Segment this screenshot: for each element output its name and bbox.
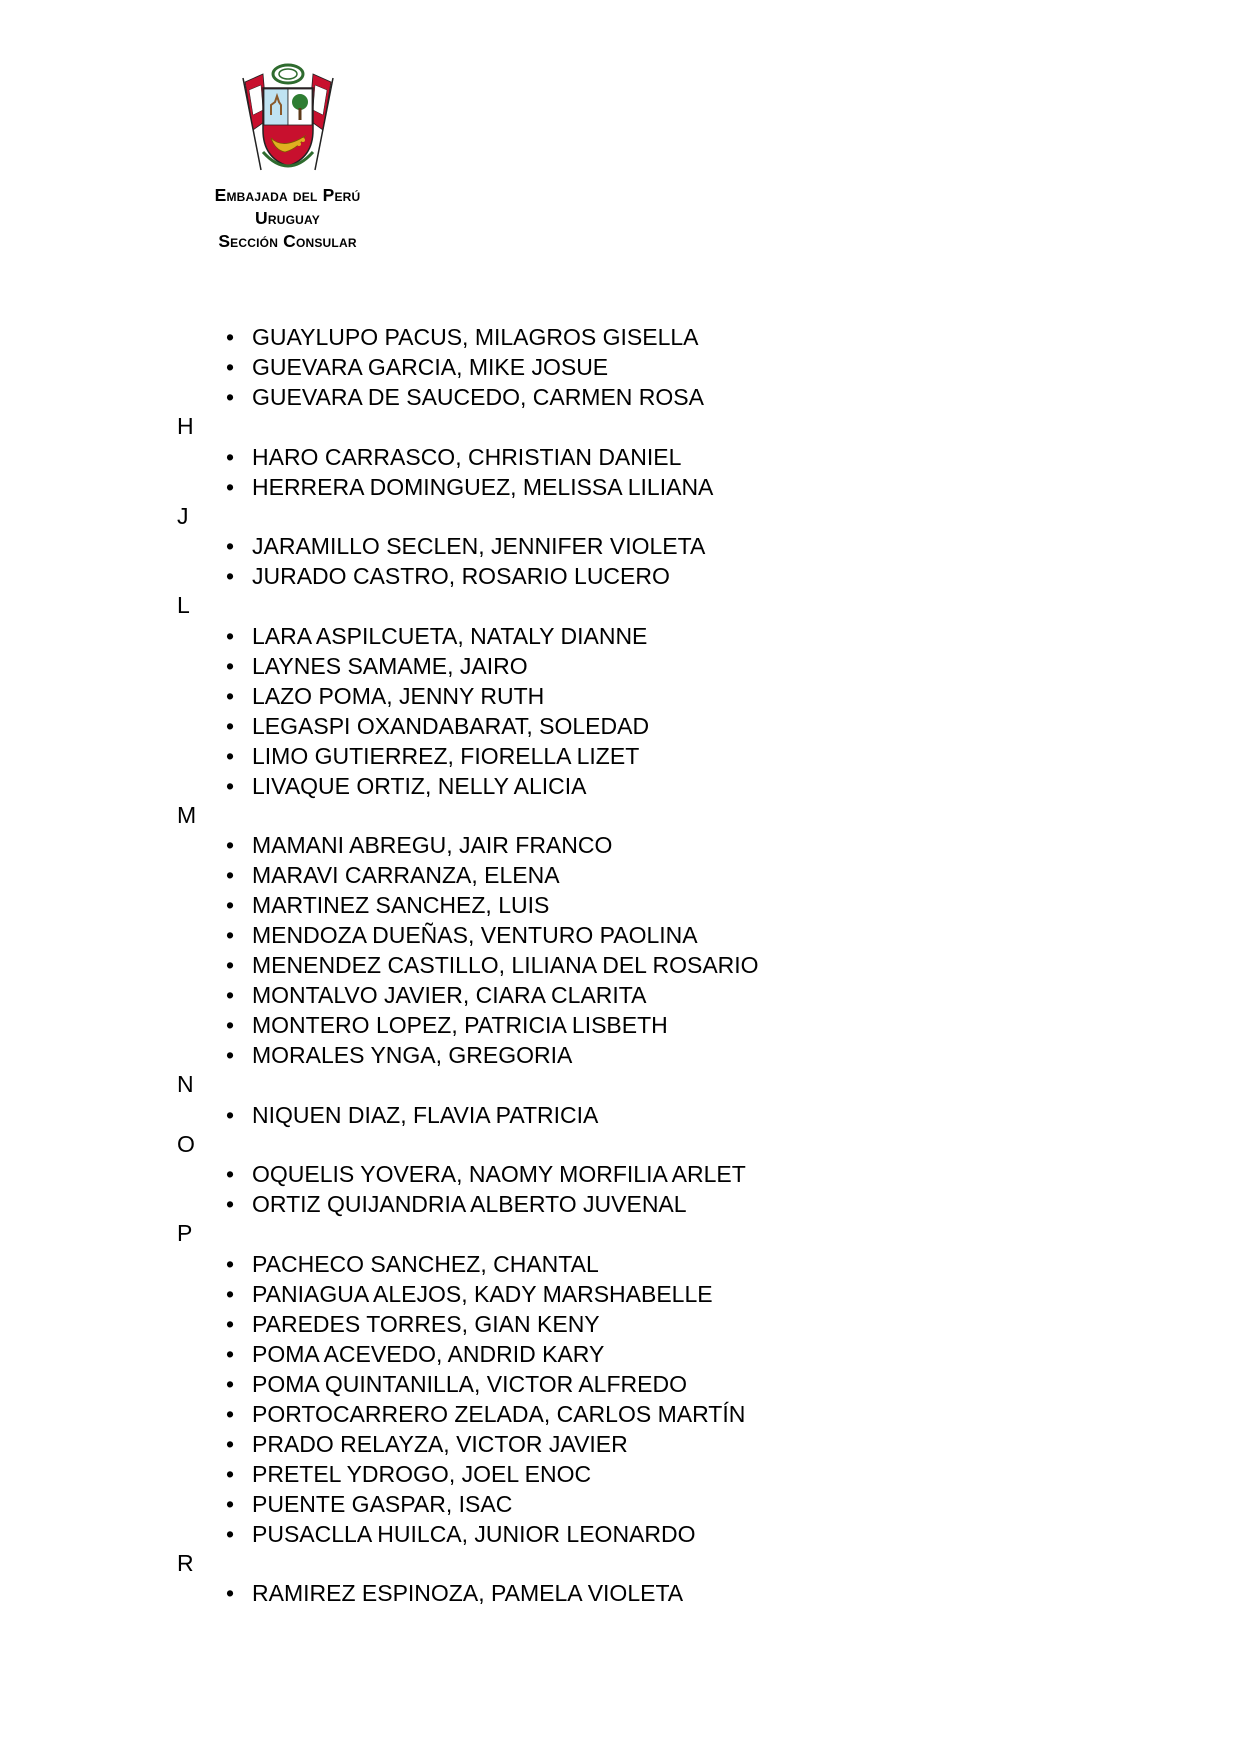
person-name: MENENDEZ CASTILLO, LILIANA DEL ROSARIO bbox=[252, 952, 759, 978]
section-letter: M bbox=[177, 801, 197, 828]
bullet-icon: • bbox=[225, 443, 235, 470]
list-item bbox=[174, 1489, 1174, 1519]
bullet-icon: • bbox=[225, 1161, 235, 1187]
section-letter: H bbox=[177, 413, 194, 439]
bullet-icon: • bbox=[225, 772, 235, 799]
list-item bbox=[174, 980, 1174, 1010]
list-item bbox=[174, 472, 1174, 502]
person-name: LIMO GUTIERREZ, FIORELLA LIZET bbox=[252, 742, 640, 769]
list-item bbox=[174, 621, 1174, 651]
person-name: JURADO CASTRO, ROSARIO LUCERO bbox=[252, 563, 670, 589]
list-item bbox=[174, 1279, 1174, 1309]
bullet-icon: • bbox=[225, 742, 235, 769]
name-list bbox=[174, 830, 1174, 1070]
person-name: PUENTE GASPAR, ISAC bbox=[252, 1490, 513, 1517]
list-item bbox=[174, 1339, 1174, 1369]
bullet-icon: • bbox=[225, 354, 235, 380]
bullet-icon: • bbox=[225, 1310, 235, 1337]
name-list bbox=[174, 621, 1174, 801]
bullet-icon: • bbox=[225, 1490, 235, 1517]
list-item bbox=[174, 1519, 1174, 1549]
bullet-icon: • bbox=[225, 384, 235, 410]
name-list bbox=[174, 1100, 1174, 1130]
bullet-icon: • bbox=[225, 533, 235, 559]
list-item bbox=[174, 771, 1174, 801]
section-letter: P bbox=[177, 1220, 193, 1246]
list-item bbox=[174, 1249, 1174, 1279]
embassy-name: Embajada del Perú bbox=[214, 185, 361, 205]
person-name: MARTINEZ SANCHEZ, LUIS bbox=[252, 892, 550, 918]
person-name: JARAMILLO SECLEN, JENNIFER VIOLETA bbox=[252, 533, 706, 559]
person-name: GUAYLUPO PACUS, MILAGROS GISELLA bbox=[252, 324, 699, 350]
bullet-icon: • bbox=[225, 832, 235, 858]
list-item bbox=[174, 651, 1174, 681]
person-name: NIQUEN DIAZ, FLAVIA PATRICIA bbox=[252, 1101, 599, 1128]
embassy-country: Uruguay bbox=[255, 208, 320, 228]
person-name: LEGASPI OXANDABARAT, SOLEDAD bbox=[252, 712, 650, 739]
section-letter: N bbox=[177, 1071, 194, 1097]
bullet-icon: • bbox=[225, 1250, 235, 1277]
bullet-icon: • bbox=[225, 1370, 235, 1397]
bullet-icon: • bbox=[225, 324, 235, 350]
bullet-icon: • bbox=[225, 862, 235, 888]
person-name: MARAVI CARRANZA, ELENA bbox=[252, 862, 560, 888]
bullet-icon: • bbox=[225, 982, 235, 1008]
list-item bbox=[174, 681, 1174, 711]
letter-section bbox=[174, 591, 1174, 801]
list-item bbox=[174, 322, 1174, 352]
name-list bbox=[174, 442, 1174, 502]
name-list bbox=[174, 531, 1174, 591]
person-name: LAYNES SAMAME, JAIRO bbox=[252, 652, 528, 679]
person-name: POMA ACEVEDO, ANDRID KARY bbox=[252, 1340, 605, 1367]
letter-section bbox=[174, 412, 1174, 502]
list-item bbox=[174, 890, 1174, 920]
person-name: PRETEL YDROGO, JOEL ENOC bbox=[252, 1460, 592, 1487]
bullet-icon: • bbox=[225, 1400, 235, 1427]
person-name: MONTERO LOPEZ, PATRICIA LISBETH bbox=[252, 1012, 668, 1038]
letterhead bbox=[160, 60, 415, 253]
person-name: MENDOZA DUEÑAS, VENTURO PAOLINA bbox=[252, 922, 698, 948]
person-name: PAREDES TORRES, GIAN KENY bbox=[252, 1310, 600, 1337]
consular-section: Sección Consular bbox=[218, 231, 357, 251]
person-name: MONTALVO JAVIER, CIARA CLARITA bbox=[252, 982, 647, 1008]
bullet-icon: • bbox=[225, 682, 235, 709]
list-item bbox=[174, 442, 1174, 472]
person-name: GUEVARA GARCIA, MIKE JOSUE bbox=[252, 354, 609, 380]
list-item bbox=[174, 1399, 1174, 1429]
list-item bbox=[174, 741, 1174, 771]
bullet-icon: • bbox=[225, 922, 235, 948]
bullet-icon: • bbox=[225, 1340, 235, 1367]
bullet-icon: • bbox=[225, 952, 235, 978]
letter-section bbox=[174, 1549, 1174, 1609]
list-item bbox=[174, 382, 1174, 412]
bullet-icon: • bbox=[225, 1101, 235, 1128]
section-letter: J bbox=[177, 502, 189, 529]
person-name: MAMANI ABREGU, JAIR FRANCO bbox=[252, 832, 613, 858]
person-name: LIVAQUE ORTIZ, NELLY ALICIA bbox=[252, 772, 587, 799]
list-item bbox=[174, 711, 1174, 741]
names-list bbox=[174, 322, 1174, 1608]
person-name: RAMIREZ ESPINOZA, PAMELA VIOLETA bbox=[252, 1580, 684, 1606]
bullet-icon: • bbox=[225, 1191, 235, 1217]
person-name: PACHECO SANCHEZ, CHANTAL bbox=[252, 1250, 599, 1277]
bullet-icon: • bbox=[225, 473, 235, 500]
peru-coat-of-arms-icon bbox=[233, 60, 343, 178]
list-item bbox=[174, 1159, 1174, 1189]
section-letter: L bbox=[177, 592, 190, 618]
person-name: GUEVARA DE SAUCEDO, CARMEN ROSA bbox=[252, 384, 704, 410]
list-item bbox=[174, 950, 1174, 980]
bullet-icon: • bbox=[225, 1580, 235, 1606]
list-item bbox=[174, 531, 1174, 561]
letter-section bbox=[174, 1219, 1174, 1549]
bullet-icon: • bbox=[225, 712, 235, 739]
letter-section bbox=[174, 502, 1174, 592]
person-name: PUSACLLA HUILCA, JUNIOR LEONARDO bbox=[252, 1520, 696, 1547]
bullet-icon: • bbox=[225, 1520, 235, 1547]
list-item bbox=[174, 1040, 1174, 1070]
letter-section bbox=[174, 322, 1174, 412]
person-name: PORTOCARRERO ZELADA, CARLOS MARTÍN bbox=[252, 1400, 746, 1427]
name-list bbox=[174, 322, 1174, 412]
name-list bbox=[174, 1159, 1174, 1219]
letter-section bbox=[174, 1070, 1174, 1130]
list-item bbox=[174, 860, 1174, 890]
list-item bbox=[174, 1578, 1174, 1608]
bullet-icon: • bbox=[225, 1012, 235, 1038]
list-item bbox=[174, 1309, 1174, 1339]
list-item bbox=[174, 1100, 1174, 1130]
bullet-icon: • bbox=[225, 1430, 235, 1457]
person-name: ORTIZ QUIJANDRIA ALBERTO JUVENAL bbox=[252, 1191, 687, 1217]
person-name: PRADO RELAYZA, VICTOR JAVIER bbox=[252, 1430, 628, 1457]
letter-section bbox=[174, 1130, 1174, 1220]
bullet-icon: • bbox=[225, 892, 235, 918]
list-item bbox=[174, 352, 1174, 382]
list-item bbox=[174, 1369, 1174, 1399]
person-name: OQUELIS YOVERA, NAOMY MORFILIA ARLET bbox=[252, 1161, 746, 1187]
name-list bbox=[174, 1578, 1174, 1608]
person-name: LAZO POMA, JENNY RUTH bbox=[252, 682, 545, 709]
list-item bbox=[174, 1010, 1174, 1040]
bullet-icon: • bbox=[225, 1042, 235, 1068]
bullet-icon: • bbox=[225, 563, 235, 589]
list-item bbox=[174, 1189, 1174, 1219]
section-letter: R bbox=[177, 1549, 194, 1576]
list-item bbox=[174, 1459, 1174, 1489]
list-item bbox=[174, 561, 1174, 591]
section-letter: O bbox=[177, 1130, 195, 1157]
bullet-icon: • bbox=[225, 652, 235, 679]
person-name: PANIAGUA ALEJOS, KADY MARSHABELLE bbox=[252, 1280, 713, 1307]
person-name: HARO CARRASCO, CHRISTIAN DANIEL bbox=[252, 443, 682, 470]
name-list bbox=[174, 1249, 1174, 1549]
list-item bbox=[174, 1429, 1174, 1459]
list-item bbox=[174, 830, 1174, 860]
bullet-icon: • bbox=[225, 622, 235, 649]
letter-section bbox=[174, 801, 1174, 1071]
bullet-icon: • bbox=[225, 1280, 235, 1307]
bullet-icon: • bbox=[225, 1460, 235, 1487]
person-name: LARA ASPILCUETA, NATALY DIANNE bbox=[252, 622, 648, 649]
list-item bbox=[174, 920, 1174, 950]
person-name: HERRERA DOMINGUEZ, MELISSA LILIANA bbox=[252, 473, 714, 500]
person-name: MORALES YNGA, GREGORIA bbox=[252, 1042, 573, 1068]
person-name: POMA QUINTANILLA, VICTOR ALFREDO bbox=[252, 1370, 687, 1397]
